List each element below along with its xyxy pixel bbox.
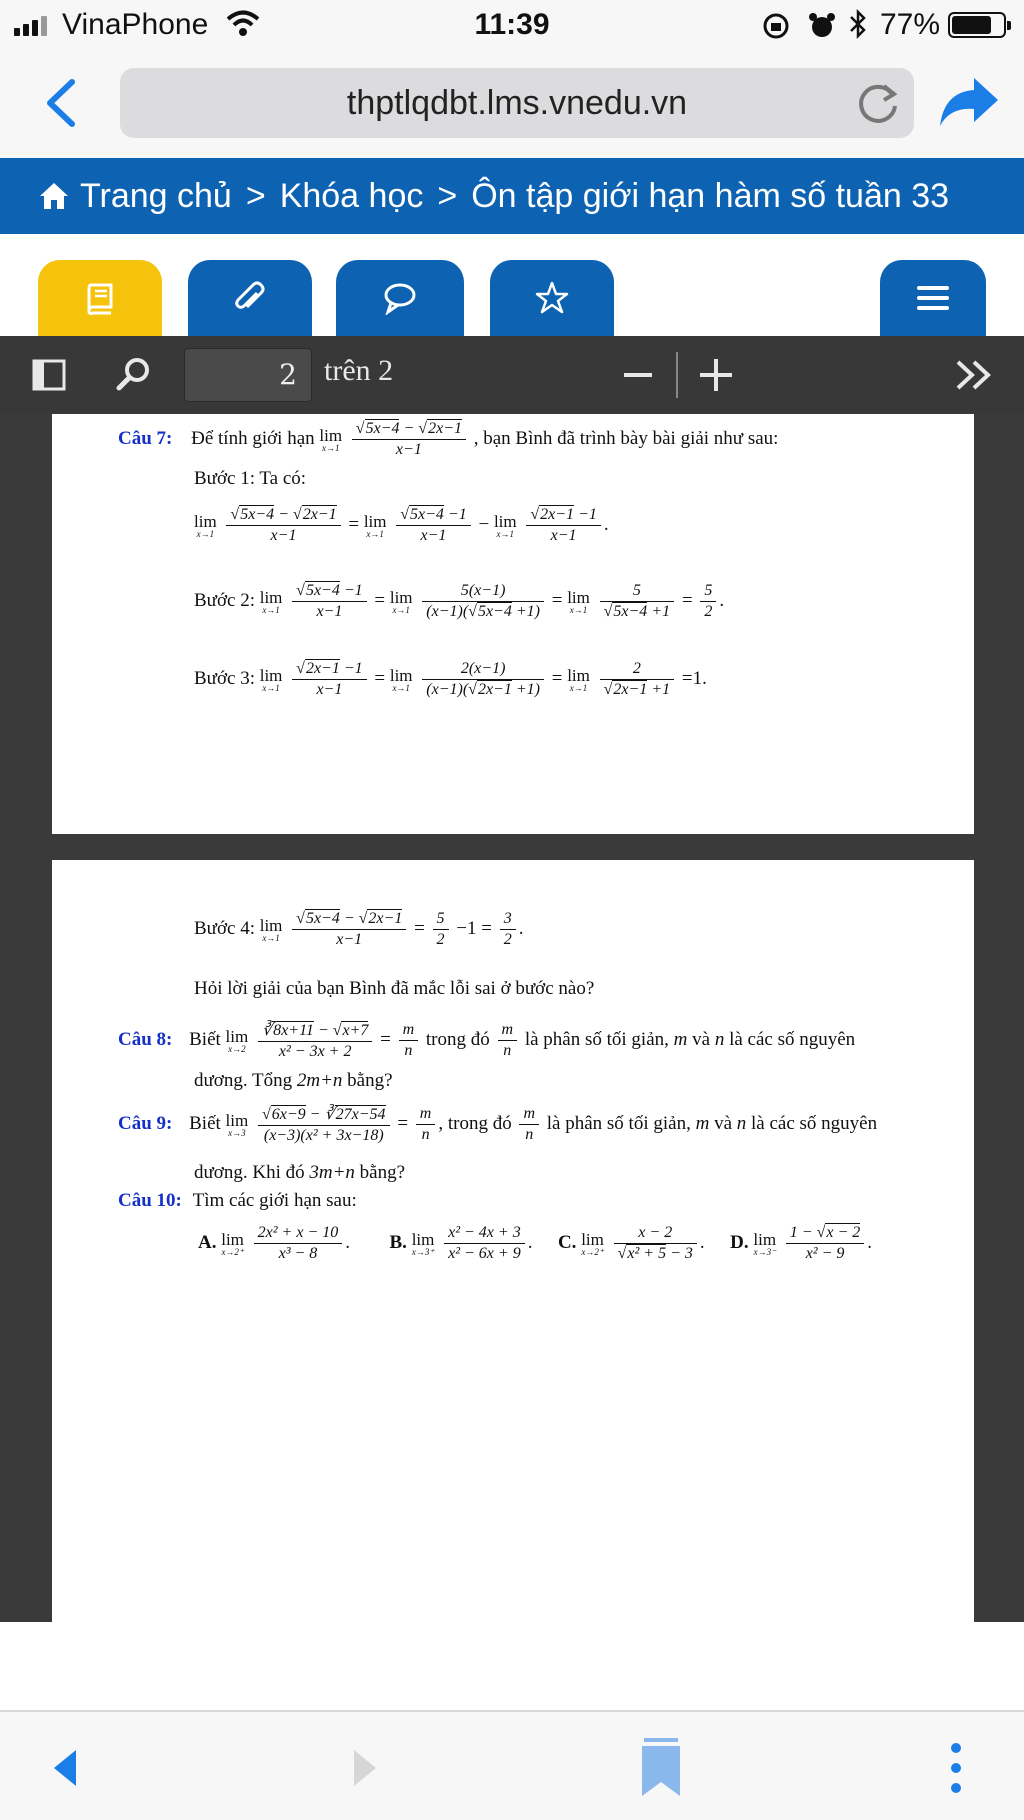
more-options-icon[interactable]	[948, 1742, 964, 1794]
question-label: Câu 10:	[118, 1190, 182, 1211]
star-icon	[535, 281, 569, 315]
breadcrumb-course[interactable]: Khóa học	[279, 176, 424, 215]
option-c: C.	[557, 1231, 577, 1253]
step-1-formula: lim x→1 √ $\frac{5x-4 - √ 2x-1}{x-1}$ = lim x→1 √ $\frac{5x-4 -1}{x-1}$ − lim x→1 √ $\frac{2x-1 -1}{x-1}$ .	[194, 506, 609, 545]
tab-discussion[interactable]	[336, 260, 464, 336]
step-label: Bước 3:	[194, 667, 255, 689]
question-10: Câu 10: Tìm các giới hạn sau:	[118, 1190, 357, 1211]
step-label: Bước 2:	[194, 589, 255, 611]
course-tabs	[0, 234, 1024, 336]
search-icon[interactable]	[116, 356, 152, 392]
alarm-icon	[808, 12, 836, 40]
bluetooth-icon	[848, 8, 868, 40]
sidebar-toggle-icon[interactable]	[32, 358, 66, 392]
formula: √ $\frac{5x-4 - √ 2x-1}{x-1}$	[352, 420, 466, 459]
paperclip-icon	[233, 281, 267, 315]
browser-nav-bar	[0, 52, 1024, 158]
question-10-options: A. lim x→2⁺ $\frac{\text{2x² + x − 10}}{\text{x³ − 8}}$ . B. lim x→3⁺ $\frac{\text{x² − 4x + 3}}{\text{x² − 6x + 9}}$ . C. lim x→2⁺ x − 2 √ x² + 5 − 3 . D. lim x→3⁻ $\frac{1 - √ x - 2}{\text{x² − 9}}$ .	[198, 1224, 872, 1263]
question-7	[118, 420, 778, 459]
tab-content[interactable]	[38, 260, 162, 336]
breadcrumb-separator: >	[245, 176, 266, 215]
option-b: B.	[389, 1231, 407, 1253]
share-arrow-icon[interactable]	[938, 76, 1000, 128]
pdf-page	[52, 860, 974, 1622]
zoom-out-icon[interactable]	[622, 358, 654, 392]
reload-icon[interactable]	[854, 80, 902, 128]
back-chevron-icon[interactable]	[42, 78, 82, 128]
question-9-cont: dương. Khi đó 3m+n bằng?	[194, 1162, 406, 1183]
question-label: Câu 8:	[118, 1028, 173, 1050]
menu-icon	[916, 281, 950, 315]
question-text: , bạn Bình đã trình bày bài giải như sau:	[473, 427, 779, 449]
breadcrumb-current: Ôn tập giới hạn hàm số tuần 33	[471, 176, 950, 215]
tab-menu[interactable]	[880, 260, 986, 336]
chat-icon	[383, 281, 417, 315]
step-3: Bước 3: lim x→1 √ $\frac{2x-1 -1}{x-1}$ = lim x→1 $\frac{2(x-1)}{(x-1)(√ 2x-1 +1)}$ = lim x→1 2 √ 2x−1 +1 =1.	[194, 660, 707, 699]
breadcrumb	[0, 158, 1024, 234]
browser-toolbar	[0, 1710, 1024, 1820]
zoom-in-icon[interactable]	[698, 356, 734, 394]
step-2: Bước 2: lim x→1 √ $\frac{5x-4 -1}{x-1}$ = lim x→1 $\frac{5(x-1)}{(x-1)(√ 5x-4 +1)}$ = lim x→1 5 √ 5x−4 +1 = $\frac{5}{2}$ .	[194, 582, 724, 621]
step-4: Bước 4: lim x→1 √ $\frac{5x-4 - √ 2x-1}{x-1}$ = $\frac{5}{2}$ −1 = $\frac{3}{2}$ .	[194, 910, 523, 949]
page-number-input[interactable]: 2	[184, 348, 312, 402]
tab-favorites[interactable]	[490, 260, 614, 336]
home-icon[interactable]	[38, 181, 70, 211]
tab-attachments[interactable]	[188, 260, 312, 336]
rotation-lock-icon	[762, 12, 790, 40]
question-label: Câu 7:	[118, 427, 173, 449]
forward-icon[interactable]	[352, 1748, 378, 1788]
double-chevron-right-icon[interactable]	[954, 358, 994, 392]
pdf-toolbar	[0, 336, 1024, 414]
question-8: Câu 8: Biết lim x→2 $\frac{∛8x+11 - √ x+7}{\text{x² − 3x + 2}}$ = $\frac{m}{n}$ trong đó $\frac{m}{n}$ là phân số tối giản, m và n là các số nguyên	[118, 1020, 855, 1061]
question-9: Câu 9: Biết lim x→3 √ $\frac{6x-9 - ∛27x-54}{\text{(x−3)(x² + 3x−18)}}$ = $\frac{m}{n}$ , trong đó $\frac{m}{n}$ là phân số tối giản, m và n là các số nguyên	[118, 1104, 877, 1145]
battery-percent: 77%	[880, 8, 941, 41]
pdf-viewport[interactable]	[0, 414, 1024, 1622]
zoom-divider	[676, 352, 678, 398]
step-label: Bước 4:	[194, 917, 255, 939]
clock: 11:39	[474, 8, 550, 41]
battery-icon	[948, 12, 1006, 38]
option-d: D.	[730, 1231, 749, 1253]
url-text[interactable]: thptlqdbt.lms.vnedu.vn	[346, 84, 688, 122]
status-bar	[0, 0, 1024, 52]
page-count-label: trên 2	[324, 354, 394, 387]
book-icon	[83, 281, 117, 315]
pdf-page	[52, 414, 974, 834]
address-field[interactable]	[120, 68, 914, 138]
formula: lim x→1	[319, 425, 343, 453]
question-8-cont: dương. Tổng 2m+n bằng?	[194, 1070, 393, 1091]
back-icon[interactable]	[52, 1748, 78, 1788]
question-text: Để tính giới hạn	[191, 427, 315, 449]
step-1-label: Bước 1: Ta có:	[194, 468, 307, 489]
question-label: Câu 9:	[118, 1112, 173, 1134]
question-prompt: Hỏi lời giải của bạn Bình đã mắc lỗi sai ở bước nào?	[194, 978, 595, 999]
breadcrumb-separator: >	[437, 176, 458, 215]
bookmarks-icon[interactable]	[640, 1738, 682, 1798]
breadcrumb-home[interactable]: Trang chủ	[80, 176, 232, 215]
carrier-name: VinaPhone	[62, 8, 209, 41]
option-a: A.	[198, 1231, 217, 1253]
